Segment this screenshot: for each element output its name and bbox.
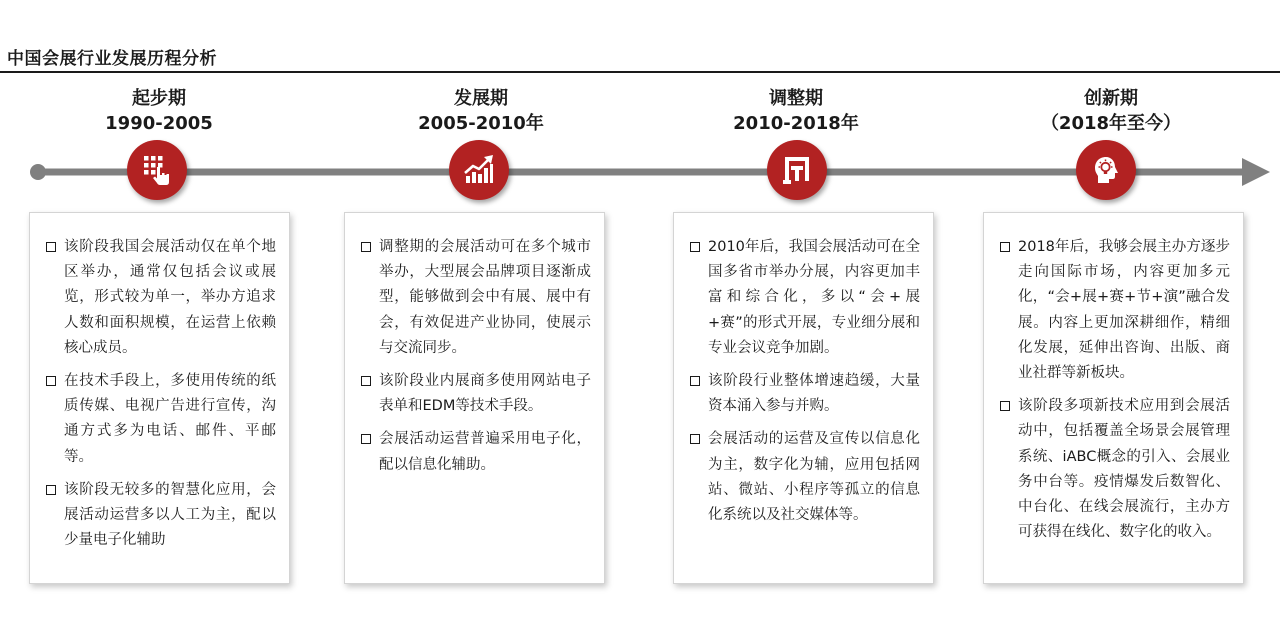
bullet-text: 会展活动的运营及宣传以信息化为主，数字化为辅，应用包括网站、微站、小程序等孤立的信息化系统以及社交媒体等。: [708, 431, 920, 524]
innovation-head-icon: [1090, 154, 1122, 186]
phase-1-bullet-1: [45, 235, 276, 361]
phase-1-header: [39, 86, 279, 136]
bullet-text: 在技术手段上，多使用传统的纸质传媒、电视广告进行宣传，沟通方式多为电话、邮件、平邮等。: [64, 373, 276, 465]
phase-1-bullet-3: [45, 478, 276, 554]
bullet-square-icon: [46, 242, 56, 252]
phase-2-header: [361, 86, 601, 136]
phase-2-marker: [449, 140, 509, 200]
bullet-square-icon: [46, 485, 56, 495]
bullet-text: 该阶段多项新技术应用到会展活动中，包括覆盖全场景会展管理系统、iABC概念的引入、会展业务中台等。疫情爆发后数智化、中台化、在线会展流行，主办方可获得在线化、数字化的收入。: [1018, 398, 1230, 541]
phase-3-header: [676, 86, 916, 136]
keypad-hand-icon: [141, 154, 173, 186]
bullet-square-icon: [46, 376, 56, 386]
phase-1-bullet-2: [45, 369, 276, 470]
bullet-square-icon: [1000, 242, 1010, 252]
bullet-square-icon: [690, 434, 700, 444]
bullet-text: 会展活动运营普遍采用电子化，配以信息化辅助。: [379, 431, 591, 473]
bullet-text: 该阶段业内展商多使用网站电子表单和EDM等技术手段。: [379, 373, 591, 415]
phase-3-bullet-3: [689, 427, 920, 528]
timeline-arrowhead: [1242, 158, 1270, 186]
bullet-square-icon: [1000, 401, 1010, 411]
phase-1-name: 起步期: [132, 88, 186, 109]
timeline-start-dot: [30, 164, 46, 180]
phase-2-period: 2005-2010年: [418, 113, 544, 134]
phase-2-card: [344, 212, 605, 584]
phase-3-bullet-2: [689, 369, 920, 419]
bullet-square-icon: [690, 242, 700, 252]
bullet-text: 该阶段行业整体增速趋缓，大量资本涌入参与并购。: [708, 373, 920, 415]
bullet-text: 2010年后，我国会展活动可在全国多省市举办分展，内容更加丰富和综合化，多以“会+展+赛”的形式开展，专业细分展和专业会议竞争加剧。: [708, 239, 920, 356]
phase-4-bullet-1: [999, 235, 1230, 386]
bullet-square-icon: [361, 376, 371, 386]
bullet-square-icon: [690, 376, 700, 386]
phase-2-bullet-2: [360, 369, 591, 419]
phase-3-name: 调整期: [769, 88, 823, 109]
phase-4-period: （2018年至今）: [1040, 113, 1182, 134]
phase-1-period: 1990-2005: [105, 113, 213, 134]
bullet-text: 2018年后，我够会展主办方逐步走向国际市场，内容更加多元化，“会+展+赛+节+演”融合发展。内容上更加深耕细作，精细化发展，延伸出咨询、出版、商业社群等新板块。: [1018, 239, 1230, 382]
page-title: 中国会展行业发展历程分析: [7, 49, 217, 69]
phase-1-marker: [127, 140, 187, 200]
bullet-text: 该阶段无较多的智慧化应用，会展活动运营多以人工为主，配以少量电子化辅助: [64, 481, 276, 549]
bullet-square-icon: [361, 434, 371, 444]
phase-2-bullet-1: [360, 235, 591, 361]
phase-3-bullet-1: [689, 235, 920, 361]
phase-4-header: [991, 86, 1231, 136]
adjust-blocks-icon: [781, 154, 813, 186]
phase-3-marker: [767, 140, 827, 200]
phase-2-bullet-3: [360, 427, 591, 477]
phase-4-bullet-2: [999, 394, 1230, 545]
phase-3-period: 2010-2018年: [733, 113, 859, 134]
bullet-square-icon: [361, 242, 371, 252]
title-divider: [0, 71, 1280, 73]
phase-4-marker: [1076, 140, 1136, 200]
bullet-text: 该阶段我国会展活动仅在单个地区举办，通常仅包括会议或展览，形式较为单一，举办方追求人数和面积规模，在运营上依赖核心成员。: [64, 239, 276, 356]
phase-4-card: [983, 212, 1244, 584]
phase-2-name: 发展期: [454, 88, 508, 109]
phase-4-name: 创新期: [1084, 88, 1138, 109]
growth-chart-icon: [463, 154, 495, 186]
phase-3-card: [673, 212, 934, 584]
bullet-text: 调整期的会展活动可在多个城市举办，大型展会品牌项目逐渐成型，能够做到会中有展、展中有会，有效促进产业协同，使展示与交流同步。: [379, 239, 591, 356]
phase-1-card: [29, 212, 290, 584]
